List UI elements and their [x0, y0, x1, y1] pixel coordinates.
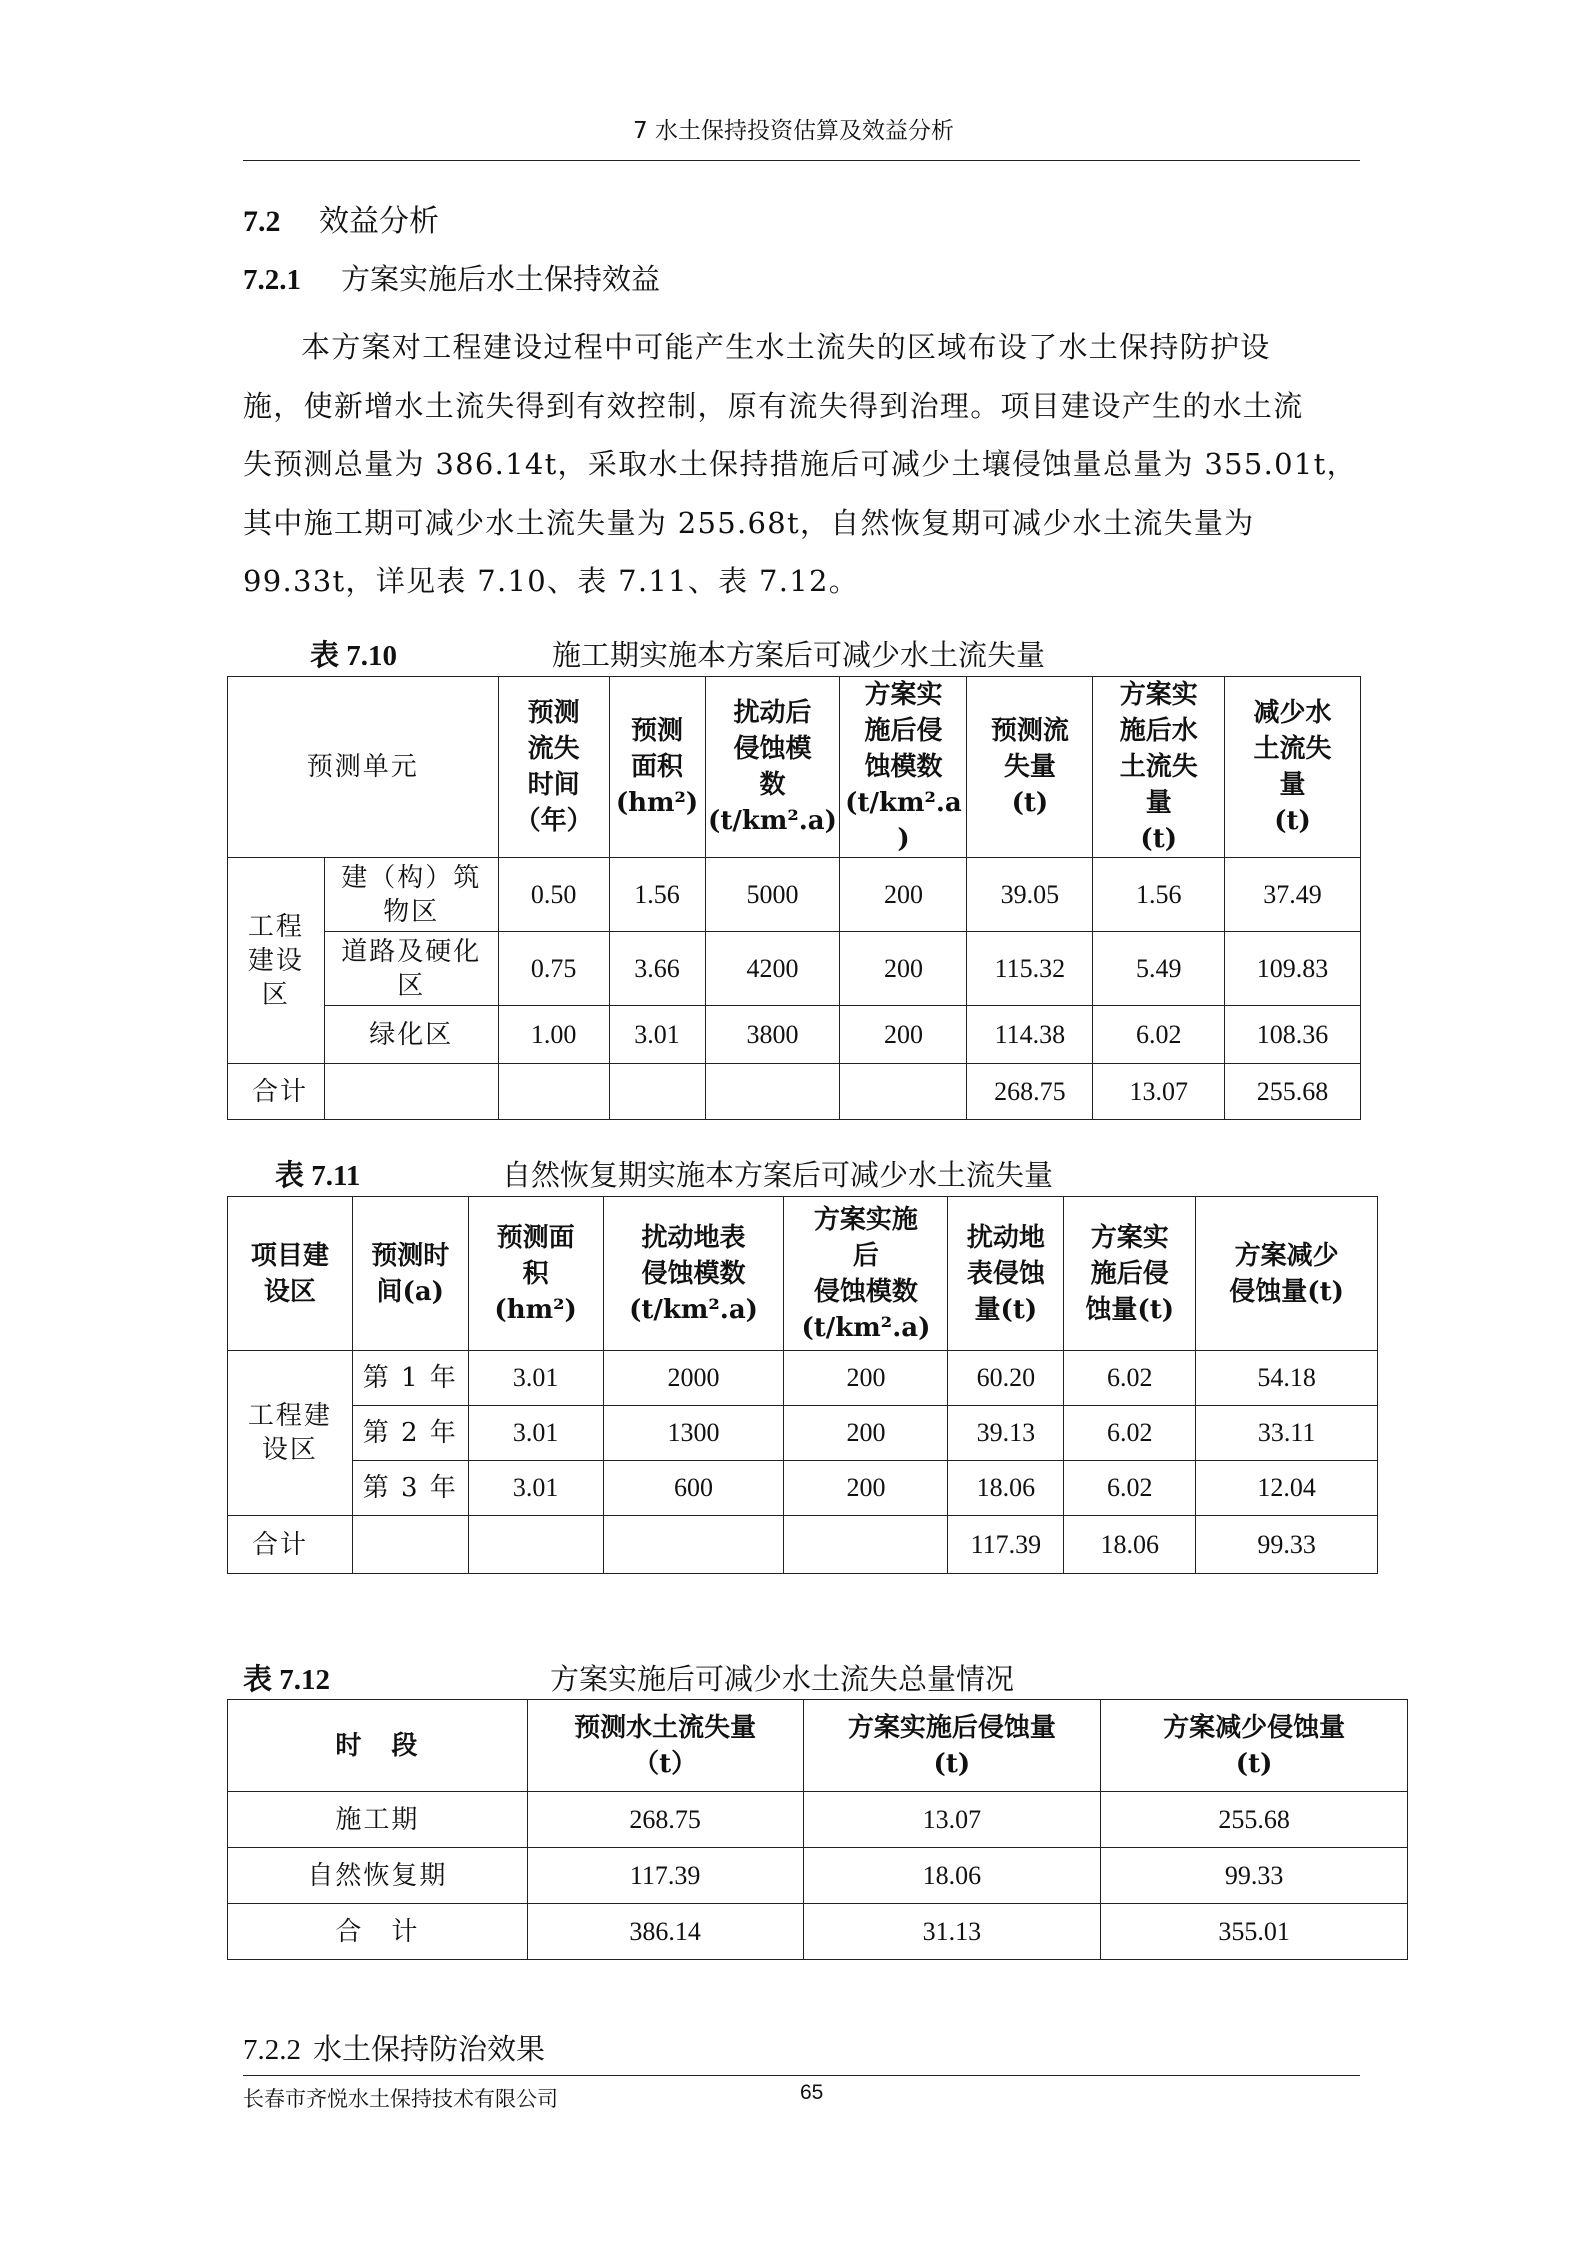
- cell: 117.39: [948, 1516, 1064, 1574]
- header-erosion-plan: 方案实 施后侵 蚀量(t): [1064, 1197, 1196, 1351]
- header-time: 预测 流失 时间 （年）: [498, 677, 609, 858]
- header-zone: 项目建 设区: [228, 1197, 353, 1351]
- cell: 200: [784, 1351, 948, 1406]
- subsection-title-2: 水土保持防治效果: [313, 2032, 546, 2066]
- table-row: [228, 1848, 1408, 1904]
- cell: 99.33: [1196, 1516, 1378, 1574]
- footer-rule: [243, 2075, 1360, 2076]
- cell: 386.14: [527, 1904, 803, 1960]
- header-loss: 预测流 失量 (t): [967, 677, 1093, 858]
- table-710-label: 表 7.10: [310, 640, 398, 672]
- row-year: 第 1 年: [352, 1351, 468, 1406]
- table-712-label: 表 7.12: [243, 1664, 331, 1696]
- group-cell: 工程 建设 区: [228, 858, 325, 1064]
- cell: 3.01: [609, 1006, 705, 1064]
- cell: 355.01: [1101, 1904, 1408, 1960]
- table-710-title: 施工期实施本方案后可减少水土流失量: [552, 638, 1046, 672]
- cell: 1300: [603, 1406, 784, 1461]
- cell: 109.83: [1225, 932, 1361, 1006]
- table-711-label: 表 7.11: [275, 1160, 361, 1192]
- cell: 115.32: [967, 932, 1093, 1006]
- header-area: 预测面 积 (hm²): [468, 1197, 603, 1351]
- cell: 3.01: [468, 1406, 603, 1461]
- cell: 18.06: [1064, 1516, 1196, 1574]
- cell: 13.07: [803, 1792, 1101, 1848]
- header-reduce: 减少水 土流失 量 (t): [1225, 677, 1361, 858]
- row-year: 第 3 年: [352, 1461, 468, 1516]
- subsection-number-2: 7.2.2: [243, 2034, 301, 2066]
- header-reduce: 方案减少 侵蚀量(t): [1196, 1197, 1378, 1351]
- page-number: 65: [800, 2081, 824, 2104]
- cell: 5000: [705, 858, 840, 932]
- cell: 60.20: [948, 1351, 1064, 1406]
- cell: 6.02: [1064, 1461, 1196, 1516]
- cell: 117.39: [527, 1848, 803, 1904]
- row-name: 建（构）筑 物区: [324, 858, 498, 932]
- cell: 12.04: [1196, 1461, 1378, 1516]
- section-number: 7.2: [243, 205, 281, 238]
- table-row: [228, 1904, 1408, 1960]
- cell: 268.75: [527, 1792, 803, 1848]
- cell: 1.56: [1093, 858, 1225, 932]
- subsection-heading-2: [243, 2027, 545, 2068]
- subsection-heading-1: [243, 257, 660, 298]
- table-711-title: 自然恢复期实施本方案后可减少水土流失量: [502, 1158, 1054, 1192]
- body-paragraph: [243, 318, 1360, 611]
- header-unit: 预测单元: [228, 677, 499, 858]
- header-mod-plan: 方案实施 后 侵蚀模数 (t/km².a): [784, 1197, 948, 1351]
- table-row: [228, 1351, 1378, 1406]
- header-erosion: 扰动地 表侵蚀 量(t): [948, 1197, 1064, 1351]
- cell: 3.01: [468, 1351, 603, 1406]
- header-loss-plan: 方案实 施后水 土流失 量 (t): [1093, 677, 1225, 858]
- section-heading: [243, 196, 439, 240]
- subsection-number-1: 7.2.1: [243, 264, 301, 296]
- cell: 6.02: [1093, 1006, 1225, 1064]
- row-period: 合 计: [228, 1904, 528, 1960]
- group-cell: 工程建 设区: [228, 1351, 353, 1516]
- cell: 255.68: [1225, 1064, 1361, 1120]
- section-title: 效益分析: [319, 204, 439, 239]
- cell: 114.38: [967, 1006, 1093, 1064]
- paragraph-line: 99.33t，详见表 7.10、表 7.11、表 7.12。: [243, 564, 860, 598]
- cell: 99.33: [1101, 1848, 1408, 1904]
- table-total-row: [228, 1516, 1378, 1574]
- cell: 18.06: [803, 1848, 1101, 1904]
- cell: 18.06: [948, 1461, 1064, 1516]
- cell: 39.13: [948, 1406, 1064, 1461]
- cell: 200: [840, 932, 967, 1006]
- cell: 1.56: [609, 858, 705, 932]
- paragraph-line: 施，使新增水土流失得到有效控制，原有流失得到治理。项目建设产生的水土流: [243, 388, 1304, 423]
- row-period: 施工期: [228, 1792, 528, 1848]
- cell: 6.02: [1064, 1351, 1196, 1406]
- paragraph-line: 其中施工期可减少水土流失量为 255.68t，自然恢复期可减少水土流失量为: [243, 505, 1255, 540]
- header-after: 方案实施后侵蚀量 (t): [803, 1700, 1101, 1792]
- table-710: [227, 676, 1361, 1120]
- cell: 3800: [705, 1006, 840, 1064]
- table-row: [228, 1006, 1361, 1064]
- cell: 3.01: [468, 1461, 603, 1516]
- row-year: 第 2 年: [352, 1406, 468, 1461]
- cell: 33.11: [1196, 1406, 1378, 1461]
- total-label: 合计: [228, 1064, 325, 1120]
- cell: 4200: [705, 932, 840, 1006]
- cell: 0.50: [498, 858, 609, 932]
- subsection-title-1: 方案实施后水土保持效益: [341, 262, 661, 296]
- cell: 200: [840, 858, 967, 932]
- cell: 31.13: [803, 1904, 1101, 1960]
- cell: 200: [784, 1406, 948, 1461]
- row-period: 自然恢复期: [228, 1848, 528, 1904]
- header-mod-after: 扰动后 侵蚀模 数 (t/km².a): [705, 677, 840, 858]
- table-711: [227, 1196, 1378, 1574]
- cell: 108.36: [1225, 1006, 1361, 1064]
- header-period: 预测时 间(a): [352, 1197, 468, 1351]
- page-header-title: 7 水土保持投资估算及效益分析: [633, 118, 954, 144]
- cell: 37.49: [1225, 858, 1361, 932]
- header-period: 时 段: [228, 1700, 528, 1792]
- header-rule: [243, 160, 1360, 161]
- table-row: [228, 932, 1361, 1006]
- cell: 1.00: [498, 1006, 609, 1064]
- cell: 268.75: [967, 1064, 1093, 1120]
- cell: 200: [840, 1006, 967, 1064]
- table-row: [228, 1406, 1378, 1461]
- header-reduce: 方案减少侵蚀量 (t): [1101, 1700, 1408, 1792]
- header-area: 预测 面积 (hm²): [609, 677, 705, 858]
- table-row: [228, 1792, 1408, 1848]
- table-row: [228, 1461, 1378, 1516]
- table-row: [228, 858, 1361, 932]
- table-712: [227, 1699, 1408, 1960]
- cell: 5.49: [1093, 932, 1225, 1006]
- paragraph-line: 失预测总量为 386.14t，采取水土保持措施后可减少土壤侵蚀量总量为 355.01t，: [243, 447, 1357, 481]
- total-label: 合计: [228, 1516, 353, 1574]
- footer-company: 长春市齐悦水土保持技术有限公司: [243, 2087, 558, 2111]
- cell: 6.02: [1064, 1406, 1196, 1461]
- cell: 0.75: [498, 932, 609, 1006]
- table-712-title: 方案实施后可减少水土流失总量情况: [550, 1662, 1015, 1696]
- cell: 255.68: [1101, 1792, 1408, 1848]
- row-name: 道路及硬化 区: [324, 932, 498, 1006]
- paragraph-line: 本方案对工程建设过程中可能产生水土流失的区域布设了水土保持防护设: [301, 330, 1271, 364]
- header-loss: 预测水土流失量 （t）: [527, 1700, 803, 1792]
- header-mod-plan: 方案实 施后侵 蚀模数 (t/km².a ): [840, 677, 967, 858]
- cell: 2000: [603, 1351, 784, 1406]
- cell: 200: [784, 1461, 948, 1516]
- table-total-row: [228, 1064, 1361, 1120]
- cell: 39.05: [967, 858, 1093, 932]
- cell: 3.66: [609, 932, 705, 1006]
- row-name: 绿化区: [324, 1006, 498, 1064]
- header-mod-dist: 扰动地表 侵蚀模数 (t/km².a): [603, 1197, 784, 1351]
- cell: 54.18: [1196, 1351, 1378, 1406]
- cell: 13.07: [1093, 1064, 1225, 1120]
- cell: 600: [603, 1461, 784, 1516]
